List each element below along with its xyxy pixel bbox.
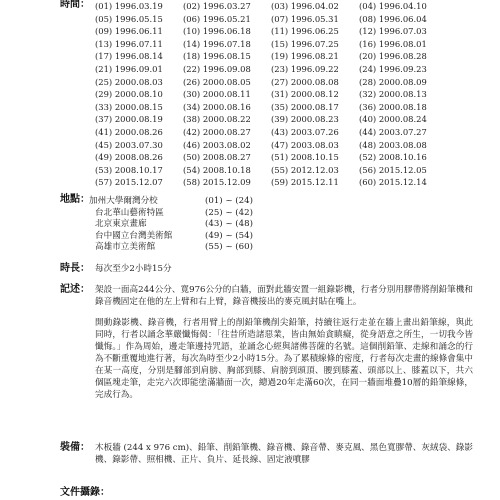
date-entry: (58) 2015.12.09: [183, 177, 251, 188]
date-entry: (28) 2000.08.09: [359, 76, 427, 87]
date-entry: (23) 1996.09.22: [271, 63, 339, 74]
date-entry: (36) 2000.08.18: [359, 101, 427, 112]
date-entry: (04) 1996.04.10: [359, 1, 427, 11]
date-entry: (44) 2003.07.27: [359, 126, 427, 137]
date-entry: (35) 2000.08.17: [271, 101, 339, 112]
location-range: (01) ~ (24): [205, 196, 253, 206]
date-entry: (54) 2008.10.18: [183, 164, 251, 175]
duration-text: 每次至少2小時15分: [95, 264, 172, 274]
locations-list: [89, 196, 265, 254]
date-entry: (48) 2003.08.08: [359, 139, 427, 150]
date-entry: (25) 2000.08.03: [95, 76, 163, 87]
location-name: 加州大學爾灣分校: [89, 196, 158, 206]
date-entry: (46) 2003.08.02: [183, 139, 251, 150]
location-label: 地點：: [60, 194, 90, 205]
location-range: (43) ~ (48): [205, 219, 253, 229]
date-entry: (34) 2000.08.16: [183, 101, 251, 112]
date-entry: (01) 1996.03.19: [95, 1, 163, 11]
date-entry: (14) 1996.07.18: [183, 38, 251, 49]
date-entry: (11) 1996.06.25: [271, 26, 339, 37]
duration-label: 時長：: [60, 263, 90, 274]
date-entry: (03) 1996.04.02: [271, 1, 339, 11]
date-entry: (02) 1996.03.27: [183, 1, 251, 11]
date-entry: (05) 1996.05.15: [95, 13, 163, 24]
date-entry: (16) 1996.08.01: [359, 38, 427, 49]
date-entry: (21) 1996.09.01: [95, 63, 163, 74]
location-range: (49) ~ (54): [205, 230, 253, 241]
equipment-text: 木板牆 (244 x 976 cm)、鉛筆、削鉛筆機、錄音機、錄音帶、麥克風、黑色寬膠帶、灰絨袋、錄影機、錄影帶、照相機、正片、負片、延長線、固定液噴膠: [95, 443, 473, 465]
date-entry: (43) 2003.07.26: [271, 126, 339, 137]
record-label: 記述：: [60, 284, 90, 295]
location-name: 台北華山藝術特區: [95, 207, 164, 218]
date-entry: (30) 2000.08.11: [183, 89, 251, 100]
date-entry: (38) 2000.08.22: [183, 114, 251, 125]
date-entry: (26) 2000.08.05: [183, 76, 251, 87]
date-entry: (12) 1996.07.03: [359, 26, 427, 37]
date-entry: (59) 2015.12.11: [271, 177, 339, 188]
date-entry: (60) 2015.12.14: [359, 177, 427, 188]
date-entry: (22) 1996.09.08: [183, 63, 251, 74]
date-entry: (40) 2000.08.24: [359, 114, 427, 125]
location-name: 北京東京畫廊: [95, 219, 147, 229]
location-name: 高雄市立美術館: [95, 242, 156, 252]
date-entry: (51) 2008.10.15: [271, 152, 339, 163]
location-name: 台中國立台灣美術館: [95, 230, 173, 241]
time-label: 時間：: [60, 0, 90, 10]
date-entry: (15) 1996.07.25: [271, 38, 339, 49]
date-entry: (47) 2003.08.03: [271, 139, 339, 150]
date-entry: (50) 2008.08.27: [183, 152, 251, 163]
record-section: [95, 284, 473, 401]
date-entry: (13) 1996.07.11: [95, 38, 163, 49]
date-entry: (37) 2000.08.19: [95, 114, 163, 125]
date-entry: (45) 2003.07.30: [95, 139, 163, 150]
date-entry: (42) 2000.08.27: [183, 126, 251, 137]
location-range: (25) ~ (42): [205, 207, 253, 218]
date-entry: (06) 1996.05.21: [183, 13, 251, 24]
date-entry: (20) 1996.08.28: [359, 51, 427, 62]
location-row: [95, 242, 265, 254]
record-paragraph: 架設一面高244公分、寬976公分的白牆，面對此牆安置一組錄影機，行者分別用膠帶將削鉛筆機和錄音機固定在他的左上臂和右上臂，錄音機接出的麥克風封貼在嘴上。: [95, 285, 473, 307]
documents-label: 文件攝錄：: [60, 487, 110, 498]
date-entry: (24) 1996.09.23: [359, 63, 427, 74]
date-entry: (27) 2000.08.08: [271, 76, 339, 87]
dates-grid: [95, 0, 447, 189]
date-entry: (10) 1996.06.18: [183, 26, 251, 37]
date-entry: (32) 2000.08.13: [359, 89, 427, 100]
location-row: [89, 196, 265, 208]
date-entry: (56) 2015.12.05: [359, 164, 427, 175]
location-row: [95, 219, 265, 231]
record-paragraph: 開動錄影機、錄音機，行者用臂上的削鉛筆機削尖鉛筆，持續往返行走並在牆上畫出鉛筆線，與此同時，行者以誦念華嚴懺悔偈：「往昔所造諸惡業，皆由無始貪瞋癡，從身語意之所生，一切我今皆懺悔。」作為周始，邊走筆邊持咒語，並誦念心經與諸佛菩薩的名號。這個削鉛筆、走線和誦念的行為不斷重覆地進行著，每次為時至少2小時15分。為了累積線條的密度，行者每次走畫的線條會集中在某一高度，分別是腳部到肩膀、胸部到膝、肩膀到頭頂、腰到膝蓋、頭部以上、膝蓋以下，共六個區塊走筆，走完六次即能塗滿牆面一次，總過20年走滿60次，在同一牆面堆疊10層的鉛筆線條，完成行為。: [95, 318, 473, 400]
date-entry: (09) 1996.06.11: [95, 26, 163, 37]
date-entry: (07) 1996.05.31: [271, 13, 339, 24]
date-entry: (08) 1996.06.04: [359, 13, 427, 24]
location-range: (55) ~ (60): [205, 242, 253, 252]
date-entry: (41) 2000.08.26: [95, 126, 163, 137]
date-entry: (19) 1996.08.21: [271, 51, 339, 62]
date-entry: (39) 2000.08.23: [271, 114, 339, 125]
location-row: [95, 231, 265, 243]
date-entry: (52) 2008.10.16: [359, 152, 427, 163]
date-entry: (53) 2008.10.17: [95, 164, 163, 175]
date-entry: (33) 2000.08.15: [95, 101, 163, 112]
date-entry: (18) 1996.08.15: [183, 51, 251, 62]
date-entry: (55) 2012.12.03: [271, 164, 339, 175]
date-entry: (17) 1996.08.14: [95, 51, 163, 62]
equipment-label: 裝備：: [60, 442, 90, 453]
location-row: [95, 208, 265, 220]
date-entry: (57) 2015.12.07: [95, 177, 163, 188]
date-entry: (31) 2000.08.12: [271, 89, 339, 100]
date-entry: (49) 2008.08.26: [95, 152, 163, 163]
date-entry: (29) 2000.08.10: [95, 89, 163, 100]
